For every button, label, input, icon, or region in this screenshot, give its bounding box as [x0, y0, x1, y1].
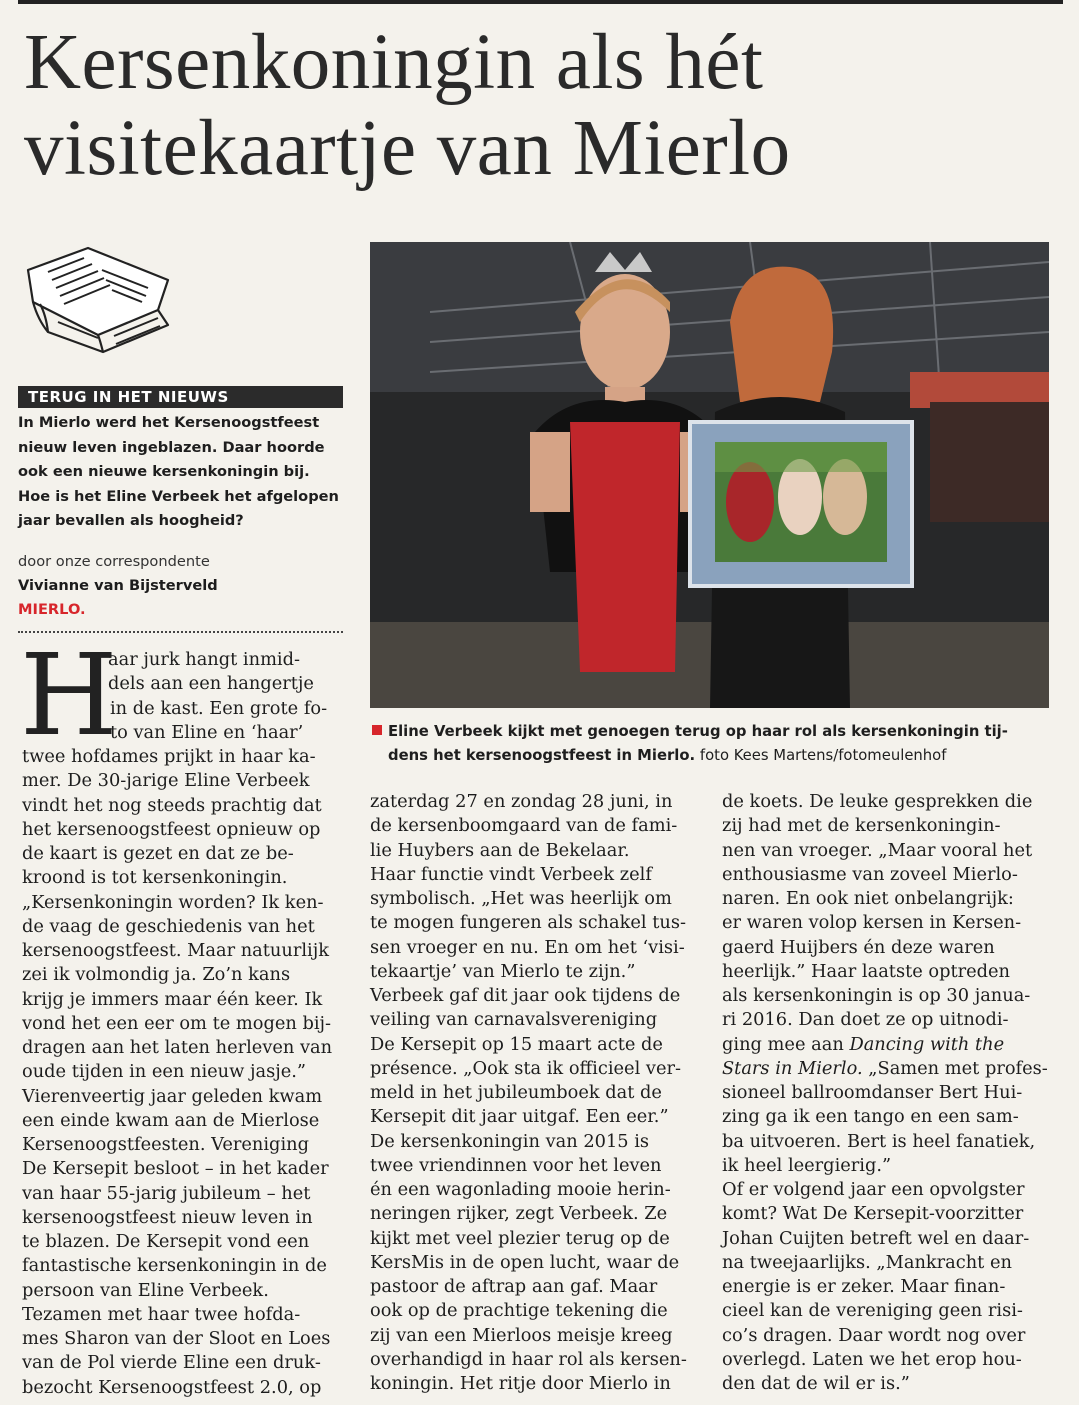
text-line: meld in het jubileumboek dat de [370, 1082, 662, 1103]
text-fragment: ging mee aan [722, 1033, 844, 1055]
text-line: naren. En ook niet onbelangrijk: [722, 888, 1014, 909]
text-line: enthousiasme van zoveel Mierlo- [722, 863, 1018, 885]
text-line: én een wagonlading mooie herin- [370, 1179, 671, 1200]
intro-line: nieuw leven ingeblazen. Daar hoorde [18, 438, 325, 456]
text-line: vond het een eer om te mogen bij- [22, 1012, 332, 1034]
text-line: overhandigd in haar rol als kersen- [370, 1348, 687, 1370]
caption-text-2: dens het kersenoogstfeest in Mierlo. [388, 747, 696, 764]
text-line: zij had met de kersenkoningin- [722, 815, 1001, 837]
text-line: zaterdag 27 en zondag 28 juni, in [370, 791, 673, 812]
text-line: komt? Wat De Kersepit-voorzitter [722, 1203, 1024, 1225]
text-line: krijg je immers maar één keer. Ik [22, 988, 323, 1010]
text-line: Vierenveertig jaar geleden kwam [22, 1085, 323, 1107]
text-fragment: „Samen met profes- [862, 1057, 1048, 1079]
text-line: in de kast. Een grote fo- [110, 697, 328, 719]
caption-marker [372, 725, 382, 735]
text-line: oude tijden in een nieuw jasje.” [22, 1061, 307, 1083]
text-line: Verbeek gaf dit jaar ook tijdens de [370, 985, 681, 1006]
text-line: gaerd Huijbers én deze waren [722, 936, 995, 958]
caption-text-1: Eline Verbeek kijkt met genoegen terug op haar rol als kersenkoningin tij- [388, 723, 1008, 740]
text-line: ik heel leergierig.” [722, 1154, 892, 1176]
text-line: heerlijk.” Haar laatste optreden [722, 960, 1011, 982]
text-line: sioneel ballroomdanser Bert Hui- [722, 1082, 1023, 1103]
text-line: De kersenkoningin van 2015 is [370, 1130, 650, 1152]
headline-line-2: visitekaartje van Mierlo [24, 105, 791, 192]
text-line: persoon van Eline Verbeek. [22, 1279, 269, 1301]
text-line: to van Eline en ‘haar’ [110, 721, 304, 743]
intro-line: jaar bevallen als hoogheid? [18, 512, 244, 530]
text-line: De Kersepit op 15 maart acte de [370, 1033, 663, 1055]
text-line: te blazen. De Kersepit vond een [22, 1231, 310, 1252]
text-line: De Kersepit besloot – in het kader [22, 1158, 329, 1180]
article-column-3 [722, 790, 1052, 1396]
text-line: als kersenkoningin is op 30 janua- [722, 985, 1031, 1006]
text-line: Johan Cuijten betreft wel en daar- [722, 1227, 1030, 1249]
text-line: Kersenoogstfeesten. Vereniging [22, 1134, 309, 1155]
text-line: veiling van carnavalsvereniging [370, 1009, 658, 1031]
text-line: neringen rijker, zegt Verbeek. Ze [370, 1203, 668, 1225]
text-line: mes Sharon van der Sloot en Loes [22, 1328, 331, 1349]
text-line: twee hofdames prijkt in haar ka- [22, 746, 316, 767]
photo-caption [372, 720, 1042, 768]
text-line: na tweejaarlijks. „Mankracht en [722, 1251, 1012, 1273]
text-line: nen van vroeger. „Maar vooral het [722, 839, 1033, 861]
drop-cap: H [20, 631, 118, 761]
photo-credit: foto Kees Martens/fotomeulenhof [699, 747, 947, 764]
caption-line-1 [372, 720, 1042, 744]
text-line-mixed [722, 1057, 1052, 1081]
event-title-part-2: Stars in Mierlo. [722, 1057, 863, 1079]
text-line: lie Huybers aan de Bekelaar. [370, 839, 630, 861]
text-line: te mogen fungeren als schakel tus- [370, 912, 686, 934]
text-line: de kaart is gezet en dat ze be- [22, 843, 294, 864]
text-line: van haar 55-jarig jubileum – het [22, 1182, 311, 1204]
text-line: Kersepit dit jaar uitgaf. Een eer.” [370, 1106, 669, 1128]
text-line-mixed [722, 1033, 1052, 1057]
section-kicker: TERUG IN HET NIEUWS [18, 386, 343, 408]
text-line: kersenoogstfeest. Maar natuurlijk [22, 940, 329, 961]
text-line: „Kersenkoningin worden? Ik ken- [22, 891, 324, 913]
text-line: den dat de wil er is.” [722, 1373, 910, 1394]
text-line: zij van een Mierloos meisje kreeg [370, 1324, 673, 1346]
article-photo [370, 242, 1049, 708]
text-line: présence. „Ook sta ik officieel ver- [370, 1057, 681, 1079]
text-line: kersenoogstfeest nieuw leven in [22, 1206, 313, 1228]
text-line: KersMis in de open lucht, waar de [370, 1251, 680, 1273]
text-line: de koets. De leuke gesprekken die [722, 791, 1033, 812]
text-line: zei ik volmondig ja. Zo’n kans [22, 964, 291, 986]
text-line: cieel kan de vereniging geen risi- [722, 1300, 1023, 1322]
text-line: energie is er zeker. Maar finan- [722, 1276, 1006, 1297]
article-intro [18, 411, 348, 534]
text-line: fantastische kersenkoningin in de [22, 1255, 327, 1277]
text-line: pastoor de aftrap aan gaf. Maar [370, 1276, 658, 1297]
top-rule [18, 0, 1063, 4]
text-line: van de Pol vierde Eline een druk- [22, 1352, 321, 1374]
text-line: Tezamen met haar twee hofda- [22, 1303, 301, 1325]
text-line: ook op de prachtige tekening die [370, 1300, 668, 1322]
text-line: tekaartje’ van Mierlo te zijn.” [370, 960, 636, 982]
intro-line: ook een nieuwe kersenkoningin bij. [18, 463, 310, 481]
text-line: twee vriendinnen voor het leven [370, 1154, 662, 1176]
text-line: sen vroeger en nu. En om het ‘visi- [370, 936, 685, 958]
text-line: dels aan een hangertje [108, 673, 314, 695]
text-line: er waren volop kersen in Kersen- [722, 912, 1022, 934]
article-column-1 [20, 631, 352, 1400]
caption-line-2 [372, 744, 1042, 768]
byline-author: Vivianne van Bijsterveld [18, 577, 218, 594]
article-column-2 [370, 790, 700, 1396]
text-line: symbolisch. „Het was heerlijk om [370, 888, 672, 909]
text-line: de kersenboomgaard van de fami- [370, 815, 678, 837]
text-line: mer. De 30-jarige Eline Verbeek [22, 770, 310, 792]
text-line: zing ga ik een tango en een sam- [722, 1106, 1019, 1128]
byline-prefix: door onze correspondente [18, 553, 210, 570]
text-line: bezocht Kersenoogstfeest 2.0, op [22, 1376, 322, 1398]
text-line: Of er volgend jaar een opvolgster [722, 1179, 1025, 1200]
text-line: kijkt met veel plezier terug op de [370, 1227, 670, 1249]
text-line: overlegd. Laten we het erop hou- [722, 1348, 1022, 1370]
text-line: co’s dragen. Daar wordt nog over [722, 1324, 1026, 1346]
text-line: ba uitvoeren. Bert is heel fanatiek, [722, 1130, 1036, 1152]
newspaper-icon [18, 240, 178, 360]
event-title-part-1: Dancing with the [849, 1033, 1005, 1055]
headline-line-1: Kersenkoningin als hét [24, 19, 764, 106]
text-line: Haar functie vindt Verbeek zelf [370, 863, 652, 885]
text-line: het kersenoogstfeest opnieuw op [22, 818, 321, 840]
intro-line: Hoe is het Eline Verbeek het afgelopen [18, 487, 339, 505]
text-line: kroond is tot kersenkoningin. [22, 867, 288, 889]
text-line: de vaag de geschiedenis van het [22, 915, 315, 937]
intro-line: In Mierlo werd het Kersenoogstfeest [18, 414, 320, 431]
text-line: aar jurk hangt inmid- [108, 649, 301, 670]
dateline: MIERLO. [18, 601, 86, 618]
text-line: koningin. Het ritje door Mierlo in [370, 1373, 671, 1394]
text-line: een einde kwam aan de Mierlose [22, 1109, 320, 1131]
text-line: dragen aan het laten herleven van [22, 1037, 333, 1058]
text-line: vindt het nog steeds prachtig dat [22, 794, 322, 816]
headline [24, 20, 1064, 192]
text-line: ri 2016. Dan doet ze op uitnodi- [722, 1009, 1009, 1031]
